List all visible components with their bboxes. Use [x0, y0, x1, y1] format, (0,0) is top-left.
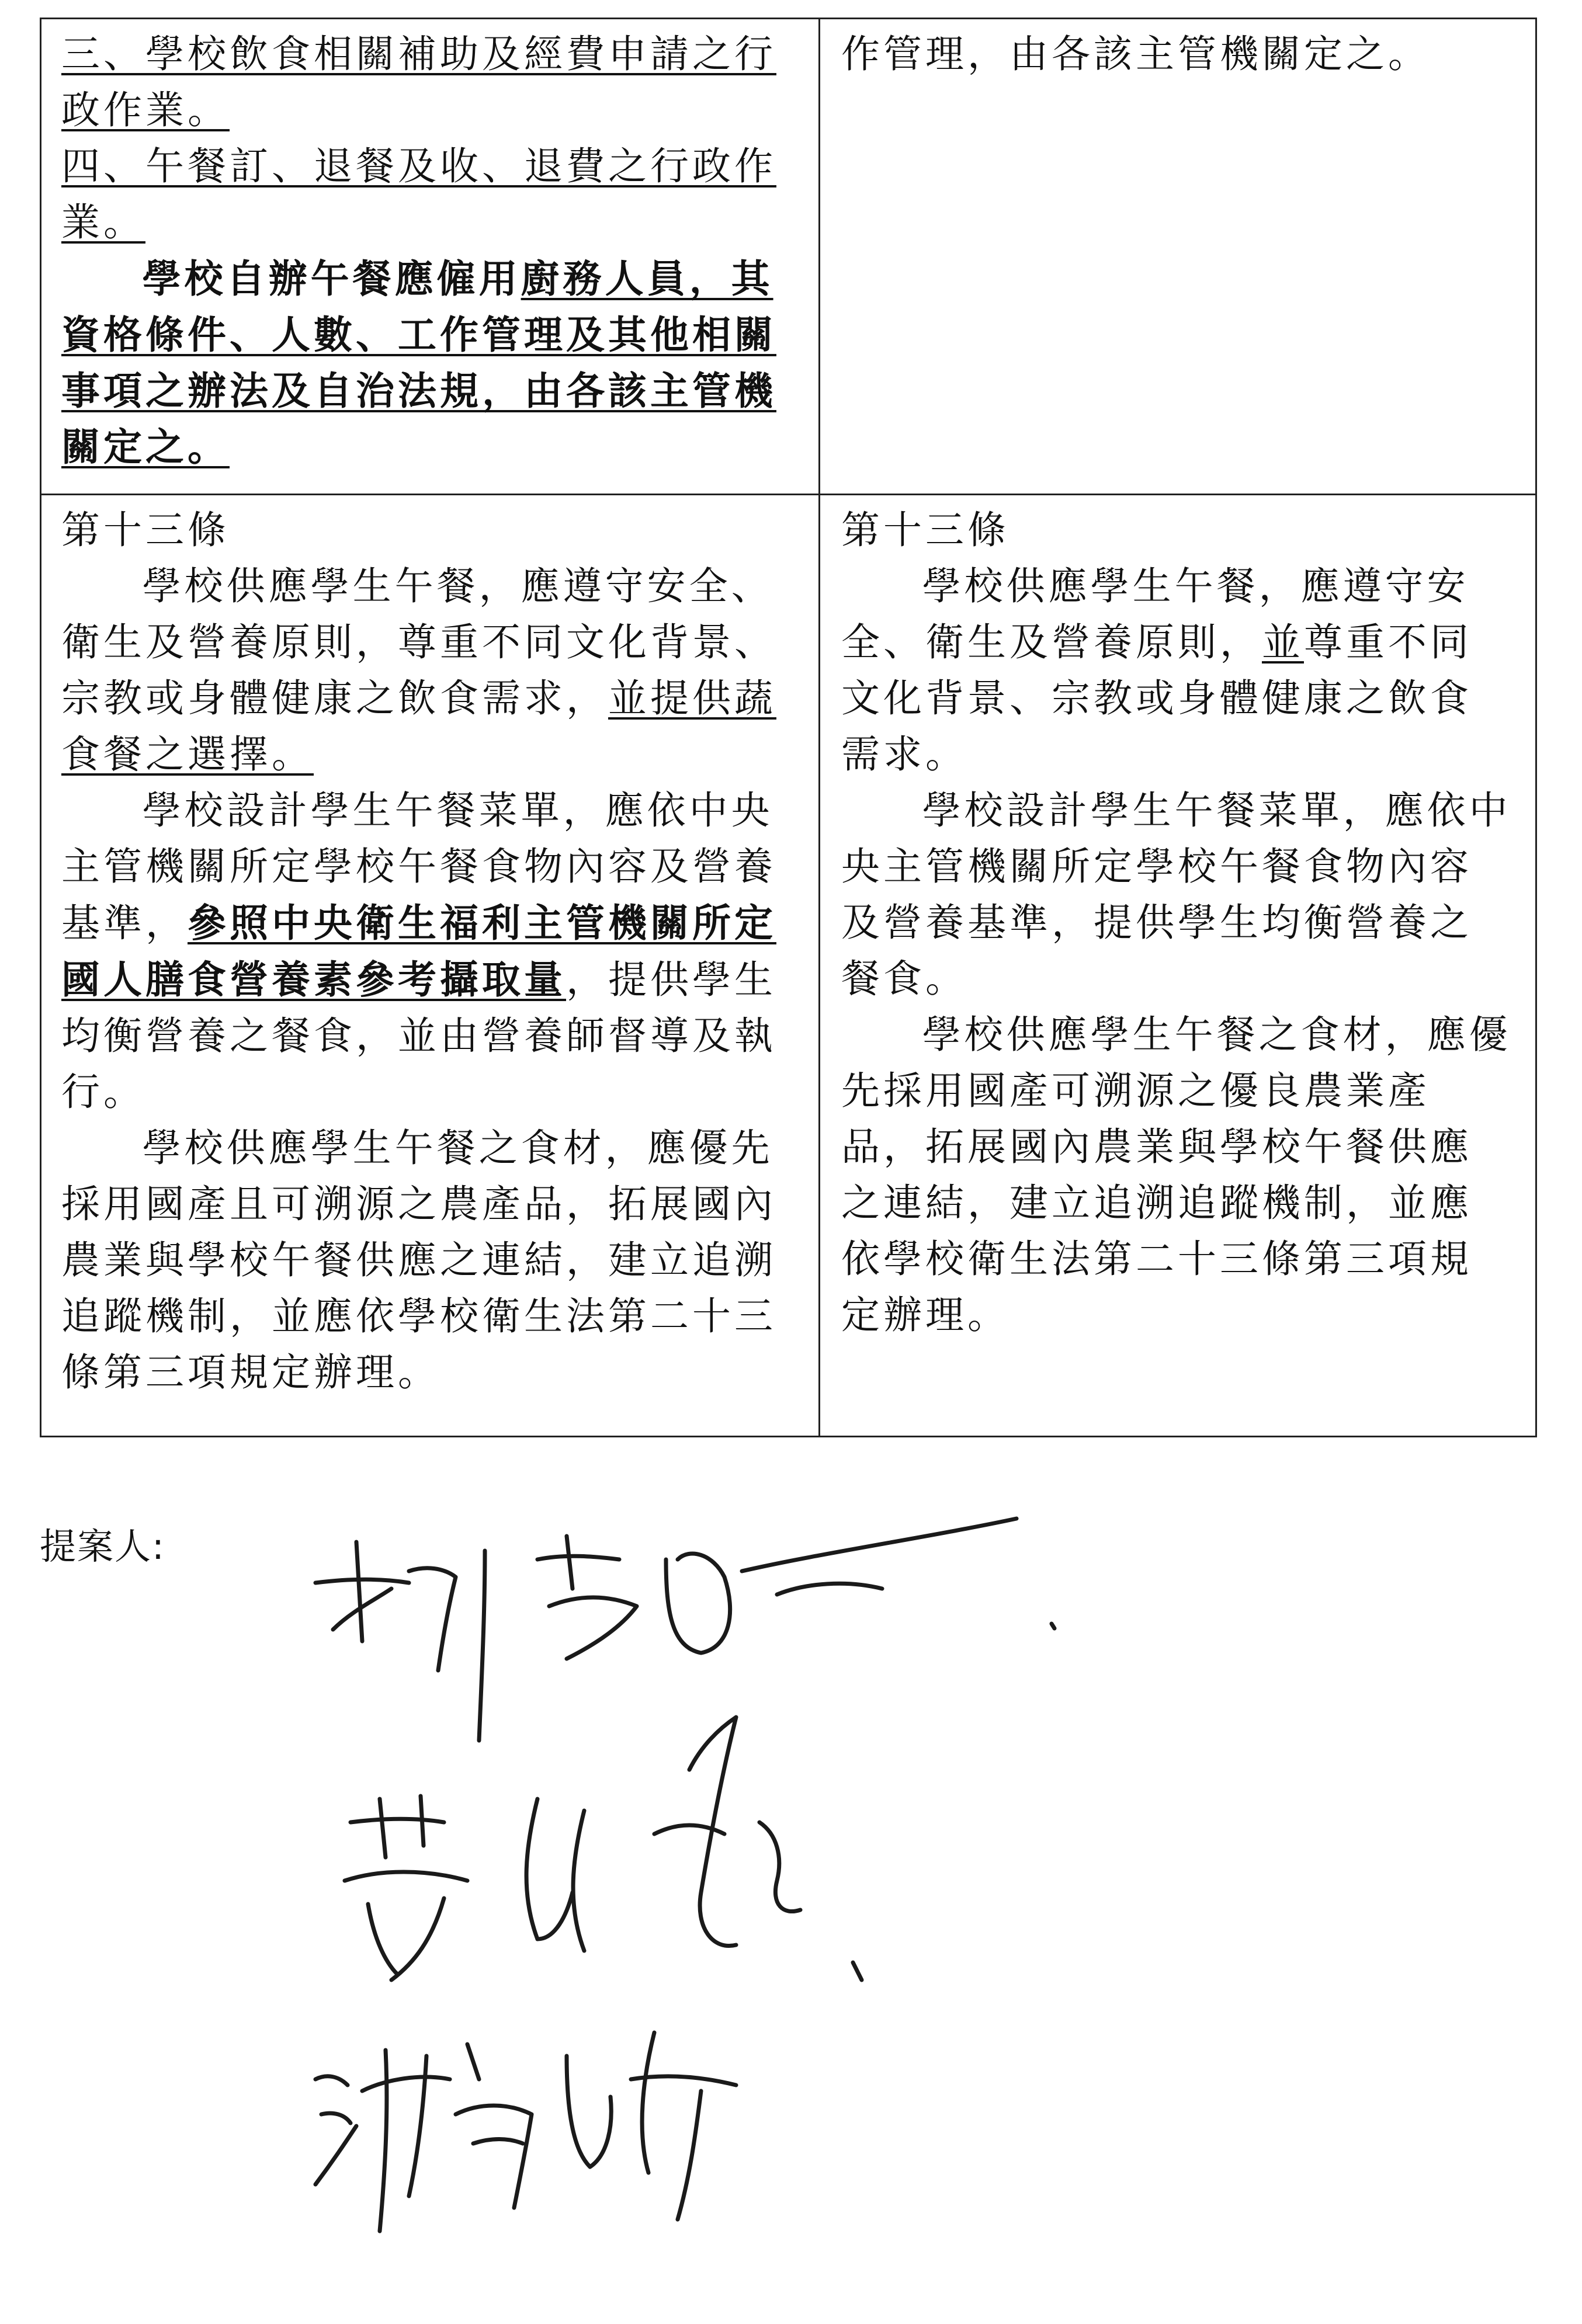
para-2-lead: 學校設計學生午餐菜單，應依中央主管機關所定學校午餐食物內容及營養基準，: [61, 788, 776, 946]
current-para-1-lead: 學校供應學生午餐，應遵守安全、衛生及營養原則，: [841, 564, 1469, 665]
current-text-continuation: 作管理，由各該主管機關定之。: [841, 32, 1430, 77]
article-13-para-2: [61, 783, 795, 1120]
para-2-tail: ，提供學生均衡營養之餐食，並由營養師督導及執行。: [61, 957, 776, 1114]
signature-3: [315, 2033, 736, 2231]
signature-2: [345, 1717, 862, 1980]
current-para-3: 學校供應學生午餐之食材，應優先採用國產可溯源之優良農業產品，拓展國內農業與學校午餐供應之連結，建立追溯追蹤機制，並應依學校衛生法第二十三條第三項規定辦理。: [841, 1012, 1511, 1338]
article-13-para-3: 學校供應學生午餐之食材，應優先採用國產且可溯源之農產品，拓展國內農業與學校午餐供應之連結，建立追溯追蹤機制，並應依學校衛生法第二十三條第三項規定辦理。: [61, 1125, 776, 1395]
kitchen-staff-amendment: 廚務人員，其資格條件、人數、工作管理及其他相關事項之辦法及自治法規，由各該主管機關定之。: [61, 256, 776, 470]
article-heading: 第十三條: [61, 508, 230, 553]
signature-1: [315, 1519, 1054, 1741]
proposer-label: 提案人:: [40, 1525, 165, 1568]
current-para-1-tail: 尊重不同文化背景、宗教或身體健康之飲食需求。: [841, 620, 1472, 777]
para-1-amendment: 並提供蔬食餐之選擇。: [61, 676, 776, 777]
handwritten-signatures: [292, 1495, 1168, 2278]
current-para-1-underlined: 並: [1262, 620, 1304, 665]
current-text-cell: [820, 19, 1536, 495]
amended-text-cell: [41, 19, 820, 495]
item-4: 四、午餐訂、退餐及收、退費之行政作業。: [61, 144, 776, 245]
para-1-lead: 學校供應學生午餐，應遵守安全、衛生及營養原則，尊重不同文化背景、宗教或身體健康之飲食需求，: [61, 564, 776, 721]
kitchen-staff-lead: 學校自辦午餐應僱用: [142, 256, 521, 301]
article-13-para-1: [61, 558, 795, 783]
para-2-amendment: 參照中央衛生福利主管機關所定國人膳食營養素參考攝取量: [61, 900, 776, 1002]
table-row: [41, 19, 1536, 495]
current-article-13-cell: [820, 495, 1536, 1437]
current-para-2: 學校設計學生午餐菜單，應依中央主管機關所定學校午餐食物內容及營養基準，提供學生均衡營養之餐食。: [841, 788, 1511, 1001]
current-para-1: [841, 558, 1512, 783]
kitchen-staff-paragraph: [61, 251, 795, 475]
table-row: [41, 495, 1536, 1437]
comparison-table: [40, 18, 1537, 1437]
amended-article-13-cell: [41, 495, 820, 1437]
article-heading: 第十三條: [841, 508, 1009, 553]
item-3: 三、學校飲食相關補助及經費申請之行政作業。: [61, 32, 776, 133]
